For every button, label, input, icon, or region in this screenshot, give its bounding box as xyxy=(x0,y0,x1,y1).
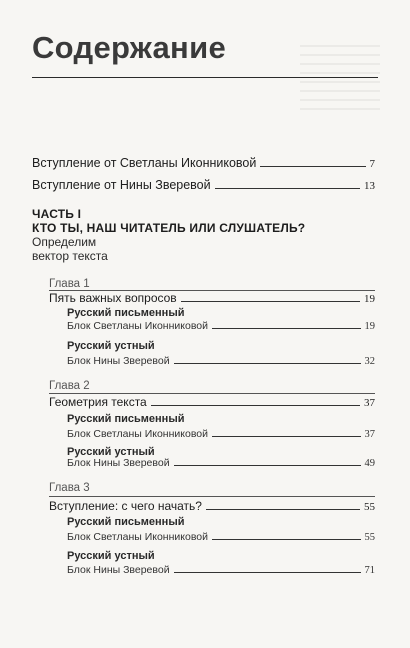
leader-line xyxy=(174,465,361,466)
toc-entry-label: Вступление от Светланы Иконниковой xyxy=(32,156,257,170)
leader-line xyxy=(260,166,365,167)
part-subtitle-line-1: Определим xyxy=(32,235,97,249)
block-label: Блок Светланы Иконниковой xyxy=(67,531,208,543)
chapter-title: Вступление: с чего начать? xyxy=(49,499,202,513)
leader-line xyxy=(174,363,361,364)
leader-line xyxy=(206,509,360,510)
section-title: Русский устный xyxy=(67,550,155,562)
leader-line xyxy=(212,436,361,437)
chapter-divider xyxy=(49,496,375,497)
toc-entry-chapter-1 xyxy=(49,291,375,305)
page-number: 55 xyxy=(364,501,375,513)
toc-entry-block xyxy=(67,428,375,440)
page-title: Содержание xyxy=(32,30,226,65)
title-divider xyxy=(32,77,378,78)
leader-line xyxy=(174,572,361,573)
toc-entry-block xyxy=(67,564,375,576)
leader-line xyxy=(151,405,360,406)
part-heading-line-1: ЧАСТЬ I xyxy=(32,207,82,221)
page-number: 55 xyxy=(364,532,375,543)
section-title: Русский устный xyxy=(67,446,155,458)
bleed-through-text xyxy=(300,40,380,110)
page-number: 7 xyxy=(369,158,375,170)
toc-entry-intro-1 xyxy=(32,156,375,170)
chapter-title: Пять важных вопросов xyxy=(49,291,177,305)
toc-entry-intro-2 xyxy=(32,178,375,192)
block-label: Блок Нины Зверевой xyxy=(67,457,170,469)
leader-line xyxy=(181,301,360,302)
page-number: 32 xyxy=(364,356,375,367)
part-subtitle-line-2: вектор текста xyxy=(32,249,108,263)
toc-entry-chapter-2 xyxy=(49,395,375,409)
leader-line xyxy=(212,328,361,329)
section-title: Русский письменный xyxy=(67,307,185,319)
section-title: Русский письменный xyxy=(67,413,185,425)
toc-entry-block xyxy=(67,457,375,469)
part-heading-line-2: КТО ТЫ, НАШ ЧИТАТЕЛЬ ИЛИ СЛУШАТЕЛЬ? xyxy=(32,221,306,235)
page-number: 49 xyxy=(364,458,375,469)
page-number: 37 xyxy=(364,429,375,440)
block-label: Блок Нины Зверевой xyxy=(67,355,170,367)
chapter-label: Глава 3 xyxy=(49,482,90,494)
toc-entry-chapter-3 xyxy=(49,499,375,513)
page-number: 13 xyxy=(364,180,375,192)
block-label: Блок Светланы Иконниковой xyxy=(67,320,208,332)
page-number: 71 xyxy=(364,565,375,576)
page-number: 37 xyxy=(364,397,375,409)
block-label: Блок Нины Зверевой xyxy=(67,564,170,576)
leader-line xyxy=(212,539,361,540)
block-label: Блок Светланы Иконниковой xyxy=(67,428,208,440)
chapter-title: Геометрия текста xyxy=(49,395,147,409)
toc-entry-block xyxy=(67,355,375,367)
chapter-label: Глава 1 xyxy=(49,278,90,290)
toc-entry-label: Вступление от Нины Зверевой xyxy=(32,178,211,192)
page-number: 19 xyxy=(364,293,375,305)
leader-line xyxy=(215,188,360,189)
chapter-label: Глава 2 xyxy=(49,380,90,392)
toc-entry-block xyxy=(67,531,375,543)
chapter-divider xyxy=(49,393,375,394)
section-title: Русский письменный xyxy=(67,516,185,528)
toc-entry-block xyxy=(67,320,375,332)
section-title: Русский устный xyxy=(67,340,155,352)
page-number: 19 xyxy=(364,321,375,332)
